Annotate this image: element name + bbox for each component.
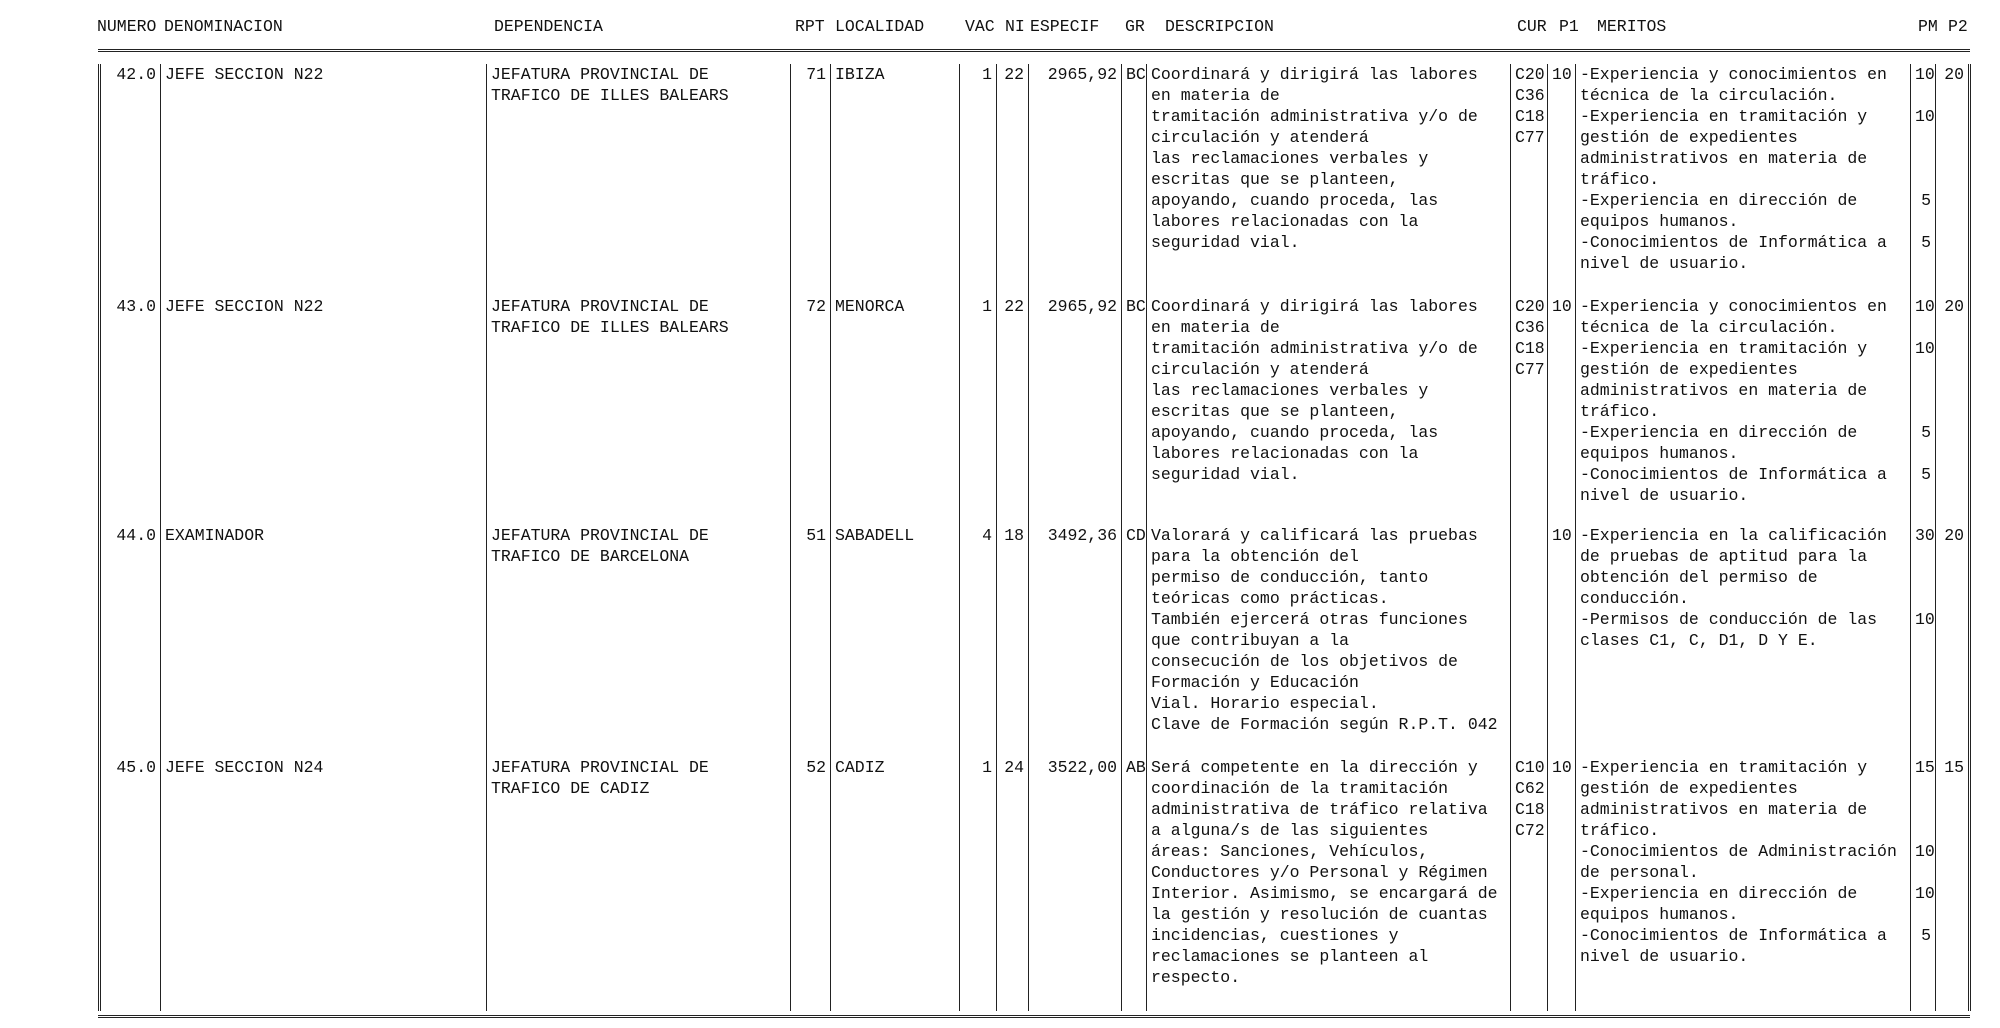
pm-text: 5 — [1921, 191, 1931, 210]
vac-text: 1 — [982, 297, 992, 316]
pm-text: 10 — [1915, 107, 1935, 126]
descripcion-text: para la obtención del — [1151, 547, 1359, 566]
descripcion-text: incidencias, cuestiones y — [1151, 926, 1399, 945]
header-p2: P2 — [1948, 17, 1968, 36]
cur-text: C72 — [1515, 821, 1545, 840]
ni-text: 22 — [1004, 65, 1024, 84]
descripcion-text: áreas: Sanciones, Vehículos, — [1151, 842, 1429, 861]
localidad-text: CADIZ — [835, 758, 885, 777]
meritos-text: -Experiencia en tramitación y — [1580, 107, 1868, 126]
descripcion-text: a alguna/s de las siguientes — [1151, 821, 1429, 840]
descripcion-text: seguridad vial. — [1151, 465, 1300, 484]
cell-rpt — [790, 296, 830, 525]
meritos-text: gestión de expedientes — [1580, 128, 1798, 147]
cell-rpt — [790, 757, 830, 1011]
header-localidad: LOCALIDAD — [835, 17, 925, 36]
meritos-text: administrativos en materia de — [1580, 381, 1868, 400]
rpt-text: 52 — [806, 758, 826, 777]
cell-numero — [98, 757, 160, 1011]
meritos-text: conducción. — [1580, 589, 1689, 608]
cell-cur — [1510, 64, 1547, 296]
cell-numero — [98, 296, 160, 525]
meritos-text: -Experiencia y conocimientos en — [1580, 297, 1887, 316]
cell-descripcion — [1146, 525, 1510, 757]
descripcion-text: Clave de Formación según R.P.T. 042 — [1151, 715, 1498, 734]
meritos-text: -Permisos de conducción de las — [1580, 610, 1878, 629]
descripcion-text: tramitación administrativa y/o de — [1151, 339, 1478, 358]
localidad-text: MENORCA — [835, 297, 905, 316]
dependencia-text: JEFATURA PROVINCIAL DE — [491, 65, 709, 84]
descripcion-text: Coordinará y dirigirá las labores — [1151, 297, 1478, 316]
meritos-text: -Experiencia en la calificación — [1580, 526, 1887, 545]
cell-especif — [1028, 296, 1121, 525]
descripcion-text: respecto. — [1151, 968, 1241, 987]
right-border — [1968, 525, 1971, 757]
cell-denominacion — [160, 525, 486, 757]
gr-text: AB — [1126, 758, 1146, 777]
ni-text: 22 — [1004, 297, 1024, 316]
meritos-text: -Experiencia en tramitación y — [1580, 758, 1868, 777]
descripcion-text: También ejercerá otras funciones — [1151, 610, 1468, 629]
meritos-text: administrativos en materia de — [1580, 800, 1868, 819]
ni-text: 24 — [1004, 758, 1024, 777]
cell-numero — [98, 64, 160, 296]
meritos-text: técnica de la circulación. — [1580, 318, 1838, 337]
pm-text: 15 — [1915, 758, 1935, 777]
cell-ni — [996, 757, 1028, 1011]
cell-meritos — [1575, 296, 1910, 525]
pm-text: 5 — [1921, 423, 1931, 442]
especif-text: 2965,92 — [1047, 297, 1117, 316]
cell-pm — [1910, 757, 1935, 1011]
cell-denominacion — [160, 64, 486, 296]
localidad-text: IBIZA — [835, 65, 885, 84]
descripcion-text: teóricas como prácticas. — [1151, 589, 1389, 608]
cell-vac — [959, 296, 996, 525]
descripcion-text: las reclamaciones verbales y — [1151, 149, 1429, 168]
descripcion-text: que contribuyan a la — [1151, 631, 1350, 650]
cur-text: C20 — [1515, 65, 1545, 84]
meritos-text: técnica de la circulación. — [1580, 86, 1838, 105]
header-meritos: MERITOS — [1597, 17, 1667, 36]
pm-text: 10 — [1915, 610, 1935, 629]
vac-text: 1 — [982, 758, 992, 777]
descripcion-text: Coordinará y dirigirá las labores — [1151, 65, 1478, 84]
cell-descripcion — [1146, 64, 1510, 296]
dependencia-text: TRAFICO DE ILLES BALEARS — [491, 318, 729, 337]
cell-dependencia — [486, 64, 790, 296]
descripcion-text: en materia de — [1151, 318, 1280, 337]
cur-text: C77 — [1515, 360, 1545, 379]
dependencia-text: TRAFICO DE ILLES BALEARS — [491, 86, 729, 105]
descripcion-text: permiso de conducción, tanto — [1151, 568, 1429, 587]
cell-vac — [959, 525, 996, 757]
cell-p1 — [1547, 64, 1575, 296]
numero-text: 45.0 — [116, 758, 156, 777]
table-row — [98, 757, 1968, 1011]
pm-text: 10 — [1915, 339, 1935, 358]
ni-text: 18 — [1004, 526, 1024, 545]
pm-text: 10 — [1915, 297, 1935, 316]
header-ni: NI — [1005, 17, 1025, 36]
cell-dependencia — [486, 525, 790, 757]
pm-text: 30 — [1915, 526, 1935, 545]
header-gr: GR — [1125, 17, 1145, 36]
descripcion-text: Valorará y calificará las pruebas — [1151, 526, 1478, 545]
header-pm: PM — [1918, 17, 1938, 36]
header-vac: VAC — [965, 17, 995, 36]
p1-text: 10 — [1552, 297, 1572, 316]
descripcion-text: administrativa de tráfico relativa — [1151, 800, 1488, 819]
header-descripcion: DESCRIPCION — [1165, 17, 1274, 36]
meritos-text: -Experiencia en dirección de — [1580, 423, 1858, 442]
meritos-text: -Conocimientos de Informática a — [1580, 926, 1887, 945]
numero-text: 42.0 — [116, 65, 156, 84]
meritos-text: nivel de usuario. — [1580, 486, 1749, 505]
cell-pm — [1910, 64, 1935, 296]
gr-text: CD — [1126, 526, 1146, 545]
descripcion-text: tramitación administrativa y/o de — [1151, 107, 1478, 126]
cell-ni — [996, 296, 1028, 525]
cell-vac — [959, 64, 996, 296]
denominacion-text: JEFE SECCION N24 — [165, 758, 324, 777]
descripcion-text: Será competente en la dirección y — [1151, 758, 1478, 777]
header-dependencia: DEPENDENCIA — [494, 17, 603, 36]
descripcion-text: escritas que se planteen, — [1151, 402, 1399, 421]
localidad-text: SABADELL — [835, 526, 915, 545]
meritos-text: equipos humanos. — [1580, 905, 1739, 924]
header-cur: CUR — [1517, 17, 1547, 36]
descripcion-text: circulación y atenderá — [1151, 360, 1369, 379]
descripcion-text: escritas que se planteen, — [1151, 170, 1399, 189]
vac-text: 1 — [982, 65, 992, 84]
meritos-text: -Conocimientos de Administración — [1580, 842, 1897, 861]
descripcion-text: labores relacionadas con la — [1151, 212, 1419, 231]
pm-text: 10 — [1915, 65, 1935, 84]
cell-denominacion — [160, 296, 486, 525]
rpt-text: 72 — [806, 297, 826, 316]
table-row — [98, 64, 1968, 296]
right-border — [1968, 64, 1971, 296]
meritos-text: -Experiencia en dirección de — [1580, 884, 1858, 903]
cell-p2 — [1935, 296, 1968, 525]
cur-text: C18 — [1515, 107, 1545, 126]
denominacion-text: JEFE SECCION N22 — [165, 65, 324, 84]
meritos-text: -Conocimientos de Informática a — [1580, 233, 1887, 252]
header-rpt: RPT — [795, 17, 825, 36]
descripcion-text: Formación y Educación — [1151, 673, 1359, 692]
meritos-text: -Experiencia y conocimientos en — [1580, 65, 1887, 84]
meritos-text: tráfico. — [1580, 402, 1660, 421]
descripcion-text: Interior. Asimismo, se encargará de — [1151, 884, 1498, 903]
rpt-text: 51 — [806, 526, 826, 545]
numero-text: 44.0 — [116, 526, 156, 545]
cell-denominacion — [160, 757, 486, 1011]
descripcion-text: labores relacionadas con la — [1151, 444, 1419, 463]
p1-text: 10 — [1552, 758, 1572, 777]
descripcion-text: apoyando, cuando proceda, las — [1151, 191, 1439, 210]
cell-meritos — [1575, 757, 1910, 1011]
cell-numero — [98, 525, 160, 757]
pm-text: 5 — [1921, 926, 1931, 945]
descripcion-text: reclamaciones se planteen al — [1151, 947, 1429, 966]
cell-gr — [1121, 525, 1146, 757]
pm-text: 5 — [1921, 465, 1931, 484]
cur-text: C10 — [1515, 758, 1545, 777]
descripcion-text: consecución de los objetivos de — [1151, 652, 1458, 671]
vac-text: 4 — [982, 526, 992, 545]
p2-text: 20 — [1944, 297, 1964, 316]
cell-p2 — [1935, 64, 1968, 296]
p1-text: 10 — [1552, 526, 1572, 545]
meritos-text: equipos humanos. — [1580, 212, 1739, 231]
cell-especif — [1028, 757, 1121, 1011]
cell-descripcion — [1146, 296, 1510, 525]
header-especif: ESPECIF — [1030, 17, 1100, 36]
cur-text: C62 — [1515, 779, 1545, 798]
cell-descripcion — [1146, 757, 1510, 1011]
gr-text: BC — [1126, 65, 1146, 84]
meritos-text: -Conocimientos de Informática a — [1580, 465, 1887, 484]
meritos-text: clases C1, C, D1, D Y E. — [1580, 631, 1818, 650]
meritos-text: gestión de expedientes — [1580, 779, 1798, 798]
cell-rpt — [790, 64, 830, 296]
cell-vac — [959, 757, 996, 1011]
p1-text: 10 — [1552, 65, 1572, 84]
cell-p2 — [1935, 757, 1968, 1011]
meritos-text: tráfico. — [1580, 821, 1660, 840]
descripcion-text: circulación y atenderá — [1151, 128, 1369, 147]
meritos-text: administrativos en materia de — [1580, 149, 1868, 168]
cell-p1 — [1547, 525, 1575, 757]
meritos-text: nivel de usuario. — [1580, 254, 1749, 273]
cell-localidad — [830, 757, 959, 1011]
numero-text: 43.0 — [116, 297, 156, 316]
descripcion-text: apoyando, cuando proceda, las — [1151, 423, 1439, 442]
cell-rpt — [790, 525, 830, 757]
cell-cur — [1510, 525, 1547, 757]
right-border — [1968, 757, 1971, 1011]
bottom-rule — [98, 1015, 1970, 1018]
cell-localidad — [830, 296, 959, 525]
cell-ni — [996, 64, 1028, 296]
dependencia-text: TRAFICO DE BARCELONA — [491, 547, 690, 566]
meritos-text: obtención del permiso de — [1580, 568, 1818, 587]
dependencia-text: JEFATURA PROVINCIAL DE — [491, 526, 709, 545]
descripcion-text: Conductores y/o Personal y Régimen — [1151, 863, 1488, 882]
denominacion-text: JEFE SECCION N22 — [165, 297, 324, 316]
especif-text: 3522,00 — [1047, 758, 1117, 777]
cell-localidad — [830, 525, 959, 757]
descripcion-text: seguridad vial. — [1151, 233, 1300, 252]
pm-text: 10 — [1915, 884, 1935, 903]
cell-dependencia — [486, 296, 790, 525]
meritos-text: -Experiencia en tramitación y — [1580, 339, 1868, 358]
dependencia-text: JEFATURA PROVINCIAL DE — [491, 297, 709, 316]
cell-pm — [1910, 525, 1935, 757]
cell-ni — [996, 525, 1028, 757]
cell-cur — [1510, 757, 1547, 1011]
p2-text: 15 — [1944, 758, 1964, 777]
meritos-text: de pruebas de aptitud para la — [1580, 547, 1868, 566]
especif-text: 3492,36 — [1047, 526, 1117, 545]
descripcion-text: las reclamaciones verbales y — [1151, 381, 1429, 400]
cell-dependencia — [486, 757, 790, 1011]
pm-text: 5 — [1921, 233, 1931, 252]
meritos-text: tráfico. — [1580, 170, 1660, 189]
cur-text: C20 — [1515, 297, 1545, 316]
cell-gr — [1121, 296, 1146, 525]
meritos-text: nivel de usuario. — [1580, 947, 1749, 966]
p2-text: 20 — [1944, 526, 1964, 545]
meritos-text: equipos humanos. — [1580, 444, 1739, 463]
cell-gr — [1121, 64, 1146, 296]
cur-text: C36 — [1515, 318, 1545, 337]
cell-p1 — [1547, 296, 1575, 525]
cell-p2 — [1935, 525, 1968, 757]
cell-cur — [1510, 296, 1547, 525]
rpt-text: 71 — [806, 65, 826, 84]
descripcion-text: Vial. Horario especial. — [1151, 694, 1379, 713]
meritos-text: gestión de expedientes — [1580, 360, 1798, 379]
table-row — [98, 296, 1968, 525]
dependencia-text: JEFATURA PROVINCIAL DE — [491, 758, 709, 777]
dependencia-text: TRAFICO DE CADIZ — [491, 779, 650, 798]
denominacion-text: EXAMINADOR — [165, 526, 265, 545]
descripcion-text: en materia de — [1151, 86, 1280, 105]
pm-text: 10 — [1915, 842, 1935, 861]
cell-localidad — [830, 64, 959, 296]
header-numero: NUMERO — [97, 17, 157, 36]
cell-meritos — [1575, 525, 1910, 757]
cell-meritos — [1575, 64, 1910, 296]
p2-text: 20 — [1944, 65, 1964, 84]
descripcion-text: coordinación de la tramitación — [1151, 779, 1449, 798]
table-row — [98, 525, 1968, 757]
header-denominacion: DENOMINACION — [164, 17, 283, 36]
cell-p1 — [1547, 757, 1575, 1011]
meritos-text: -Experiencia en dirección de — [1580, 191, 1858, 210]
descripcion-text: la gestión y resolución de cuantas — [1151, 905, 1488, 924]
top-rule — [98, 49, 1970, 52]
cell-pm — [1910, 296, 1935, 525]
especif-text: 2965,92 — [1047, 65, 1117, 84]
cur-text: C18 — [1515, 800, 1545, 819]
cell-especif — [1028, 525, 1121, 757]
cur-text: C77 — [1515, 128, 1545, 147]
cell-especif — [1028, 64, 1121, 296]
header-p1: P1 — [1559, 17, 1579, 36]
meritos-text: de personal. — [1580, 863, 1699, 882]
cell-gr — [1121, 757, 1146, 1011]
gr-text: BC — [1126, 297, 1146, 316]
right-border — [1968, 296, 1971, 525]
cur-text: C18 — [1515, 339, 1545, 358]
cur-text: C36 — [1515, 86, 1545, 105]
